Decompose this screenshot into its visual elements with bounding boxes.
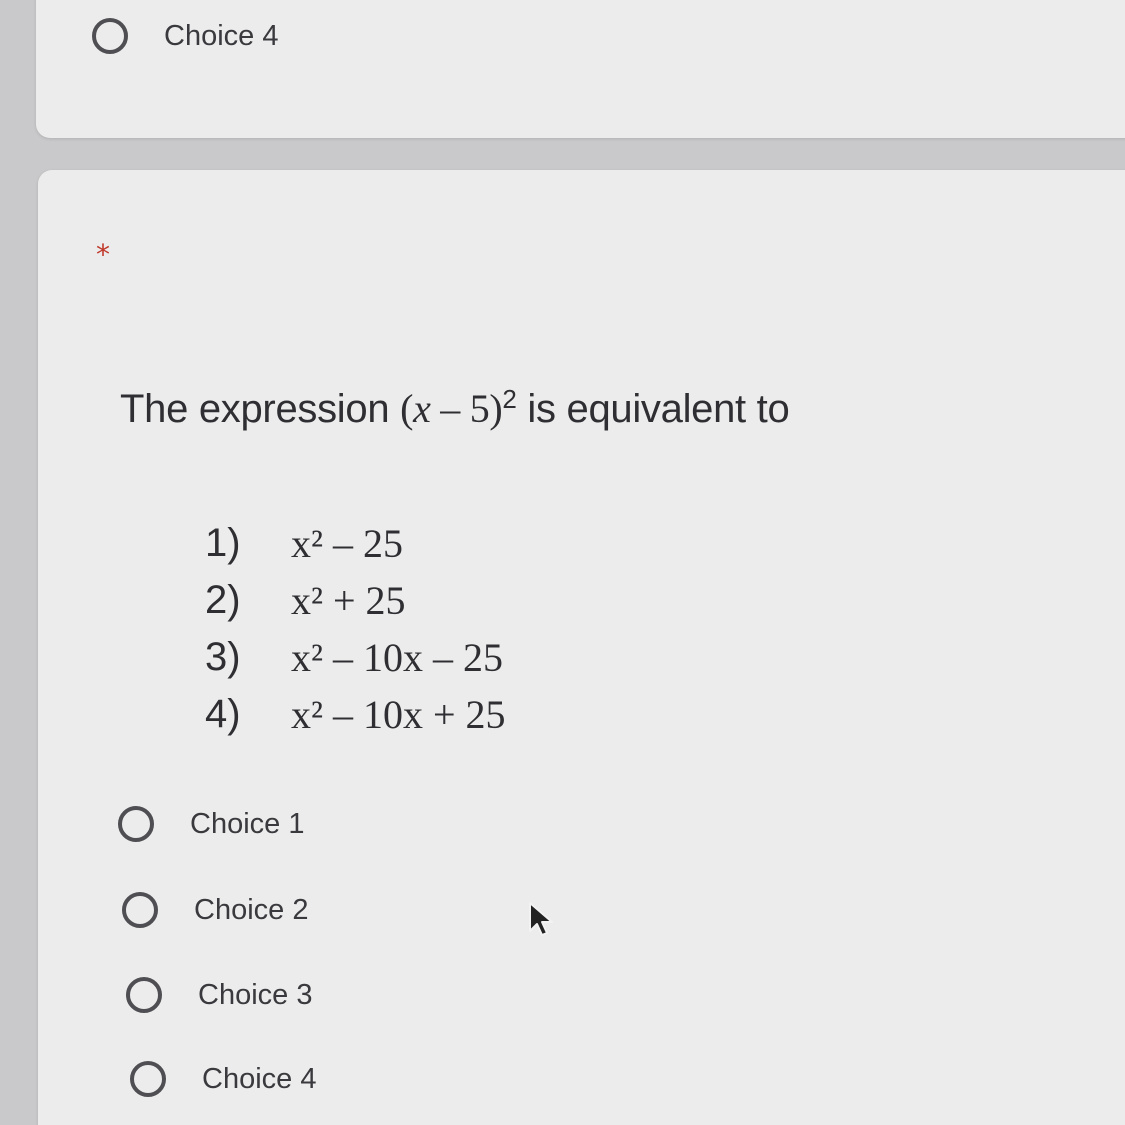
answer-options-list [205,515,506,743]
option-number: 4) [205,692,241,736]
answer-option-4 [205,686,506,743]
choice-3-option[interactable] [126,977,312,1013]
option-expression: x² – 10x – 25 [291,635,503,680]
question-prompt [120,385,789,432]
option-expression: x² – 25 [291,521,403,566]
mouse-pointer-icon [526,900,558,940]
option-expression: x² + 25 [291,578,406,623]
choice-3-label: Choice 3 [198,978,313,1011]
radio-unchecked-icon[interactable] [130,1061,166,1097]
option-number: 1) [205,521,241,565]
option-expression: x² – 10x + 25 [291,692,506,737]
prev-choice-4-label: Choice 4 [164,19,279,52]
answer-option-3 [205,629,506,686]
choice-2-label: Choice 2 [194,893,309,926]
radio-unchecked-icon[interactable] [118,806,154,842]
radio-unchecked-icon[interactable] [122,892,158,928]
choice-4-label: Choice 4 [202,1062,317,1095]
prompt-open-paren: ( [400,386,414,431]
choice-1-label: Choice 1 [190,807,305,840]
answer-option-2 [205,572,506,629]
answer-option-1 [205,515,506,572]
prompt-expression-rest: – 5) [430,386,503,431]
option-number: 2) [205,578,241,622]
choice-4-option[interactable] [130,1061,316,1097]
prompt-variable: x [413,386,431,431]
choice-1-option[interactable] [118,806,304,842]
option-number: 3) [205,635,241,679]
prompt-exponent: 2 [502,384,517,414]
choice-2-option[interactable] [122,892,308,928]
prev-choice-4-option[interactable] [92,18,278,54]
prompt-prefix: The expression [120,387,401,431]
prompt-suffix: is equivalent to [516,387,790,431]
radio-unchecked-icon[interactable] [126,977,162,1013]
radio-unchecked-icon[interactable] [92,18,128,54]
required-marker: * [96,238,110,271]
